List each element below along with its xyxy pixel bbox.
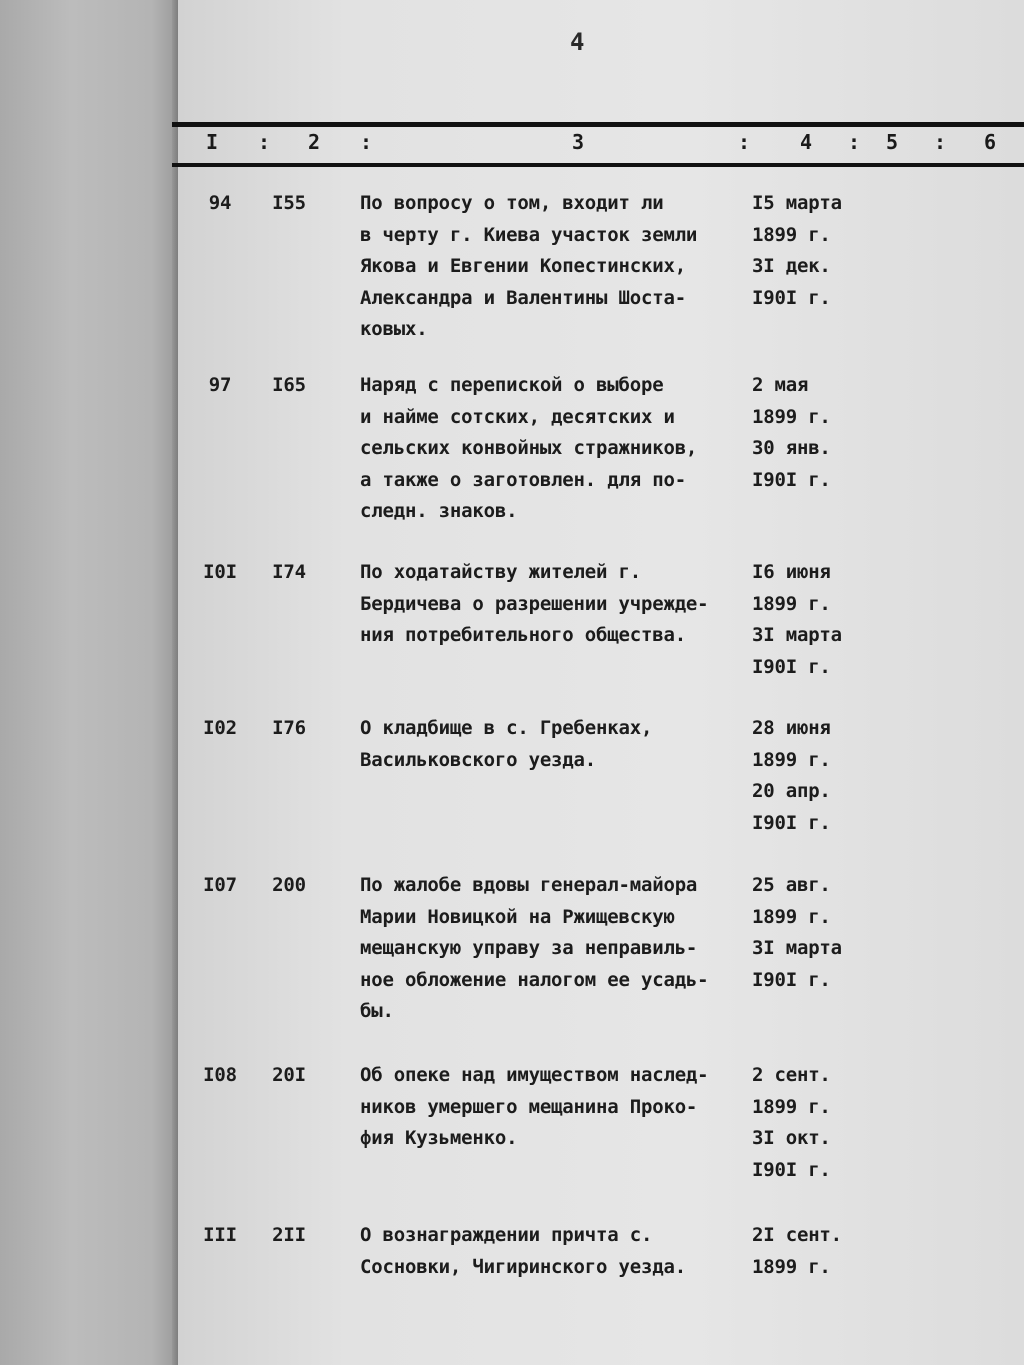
- record-date-line: 3I марта: [752, 624, 842, 646]
- record-description-line: Васильковского уезда.: [360, 748, 597, 771]
- record-description-line: Александра и Валентины Шоста-: [360, 286, 686, 309]
- record-description-line: По жалобе вдовы генерал-майора: [360, 874, 698, 896]
- column-header-2: 2: [308, 130, 321, 154]
- record-file-number: I74: [272, 561, 306, 583]
- record-file-number: 2II: [272, 1224, 306, 1246]
- record-date-line: 1899 г.: [752, 592, 831, 615]
- column-header-3: 3: [572, 130, 585, 154]
- record-description-line: а также о заготовлен. для по-: [360, 468, 686, 491]
- record-number: I02: [203, 717, 237, 739]
- record-description-line: следн. знаков.: [360, 500, 518, 522]
- record-date-line: I90I г.: [752, 1158, 831, 1181]
- record-date-line: 1899 г.: [752, 223, 831, 246]
- record-description-line: Сосновки, Чигиринского уезда.: [360, 1255, 686, 1278]
- column-header-6: 6: [984, 130, 997, 154]
- record-description-line: О вознаграждении причта с.: [360, 1224, 653, 1246]
- record-description-line: Наряд с перепиской о выборе: [360, 374, 664, 396]
- record-description-line: По вопросу о том, входит ли: [360, 192, 664, 214]
- record-date-line: 28 июня: [752, 717, 831, 739]
- record-date-line: I90I г.: [752, 811, 831, 834]
- record-date-line: 2I сент.: [752, 1224, 842, 1246]
- record-file-number: I65: [272, 374, 306, 396]
- page-number: 4: [570, 28, 585, 56]
- record-date-line: 3I окт.: [752, 1127, 831, 1149]
- record-description-line: сельских конвойных стражников,: [360, 437, 698, 459]
- record-date-line: 1899 г.: [752, 905, 831, 928]
- record-date-line: 3I дек.: [752, 255, 831, 277]
- column-separator: :: [258, 130, 271, 154]
- record-description-line: бы.: [360, 1000, 394, 1022]
- record-description-line: О кладбище в с. Гребенках,: [360, 717, 653, 739]
- record-file-number: I76: [272, 717, 306, 739]
- record-date-line: I5 марта: [752, 192, 842, 214]
- record-date-line: I6 июня: [752, 561, 831, 583]
- record-number: I0I: [203, 561, 237, 583]
- record-date-line: 1899 г.: [752, 1095, 831, 1118]
- record-description-line: ное обложение налогом ее усадь-: [360, 968, 709, 991]
- record-description-line: и найме сотских, десятских и: [360, 405, 675, 428]
- record-description-line: ников умершего мещанина Проко-: [360, 1095, 698, 1118]
- record-date-line: I90I г.: [752, 468, 831, 491]
- record-date-line: 3I марта: [752, 937, 842, 959]
- column-separator: :: [848, 130, 861, 154]
- record-description-line: фия Кузьменко.: [360, 1127, 518, 1149]
- record-date-line: 2 сент.: [752, 1064, 831, 1086]
- record-description-line: По ходатайству жителей г.: [360, 561, 641, 583]
- record-date-line: 20 апр.: [752, 780, 831, 802]
- record-description-line: Об опеке над имуществом наслед-: [360, 1064, 709, 1086]
- record-description-line: Марии Новицкой на Ржищевскую: [360, 905, 675, 928]
- column-separator: :: [738, 130, 751, 154]
- record-number: I08: [203, 1064, 237, 1086]
- record-date-line: 25 авг.: [752, 874, 831, 896]
- record-date-line: I90I г.: [752, 655, 831, 678]
- record-date-line: 1899 г.: [752, 748, 831, 771]
- record-description-line: ковых.: [360, 318, 428, 340]
- record-date-line: 30 янв.: [752, 437, 831, 459]
- record-description-line: Якова и Евгении Копестинских,: [360, 255, 686, 277]
- column-separator: :: [934, 130, 947, 154]
- record-number: 97: [208, 374, 232, 396]
- record-description-line: мещанскую управу за неправиль-: [360, 937, 698, 959]
- column-separator: :: [360, 130, 373, 154]
- record-file-number: 200: [272, 874, 306, 896]
- record-file-number: I55: [272, 192, 306, 214]
- record-date-line: 2 мая: [752, 374, 809, 396]
- column-header-4: 4: [800, 130, 813, 154]
- header-rule-bottom: [172, 163, 1024, 167]
- header-rule-top: [172, 122, 1024, 127]
- column-header-5: 5: [886, 130, 899, 154]
- record-file-number: 20I: [272, 1064, 306, 1086]
- record-date-line: I90I г.: [752, 286, 831, 309]
- record-date-line: 1899 г.: [752, 405, 831, 428]
- binding-strip: [0, 0, 178, 1365]
- record-description-line: ния потребительного общества.: [360, 624, 686, 646]
- record-number: I07: [203, 874, 237, 896]
- record-number: III: [203, 1224, 237, 1246]
- record-number: 94: [208, 192, 232, 214]
- record-date-line: 1899 г.: [752, 1255, 831, 1278]
- record-date-line: I90I г.: [752, 968, 831, 991]
- record-description-line: в черту г. Киева участок земли: [360, 223, 698, 246]
- column-header-1: I: [206, 130, 219, 154]
- record-description-line: Бердичева о разрешении учрежде-: [360, 592, 709, 615]
